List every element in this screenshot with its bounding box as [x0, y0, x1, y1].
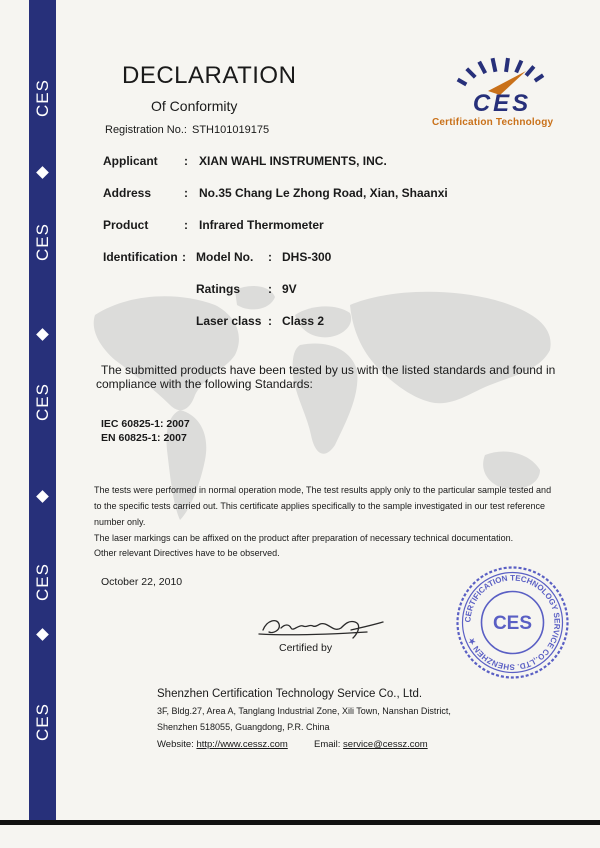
- standard-item: IEC 60825-1: 2007: [101, 418, 190, 430]
- registration-value: STH101019175: [192, 124, 270, 136]
- side-band-label: CES: [32, 383, 52, 421]
- bottom-rule: [0, 820, 600, 825]
- website-link[interactable]: http://www.cessz.com: [196, 739, 288, 750]
- side-band-label: CES: [32, 223, 52, 261]
- side-band-label: CES: [32, 703, 52, 741]
- address-colon: :: [184, 186, 188, 200]
- page-title: DECLARATION: [122, 62, 297, 89]
- standard-item: EN 60825-1: 2007: [101, 432, 187, 444]
- laser-class-label: Laser class: [196, 314, 262, 328]
- identification-label: Identification: [103, 250, 178, 264]
- side-band-label: CES: [32, 79, 52, 117]
- model-colon: :: [268, 250, 272, 264]
- product-colon: :: [184, 218, 188, 232]
- statement-line: compliance with the following Standards:: [96, 377, 313, 391]
- svg-text:CES: CES: [492, 613, 533, 634]
- company-name: Shenzhen Certification Technology Service Co., Ltd.: [157, 688, 423, 700]
- svg-text:CES: CES: [472, 90, 532, 115]
- model-label: Model No.: [196, 250, 254, 264]
- product-label: Product: [103, 218, 149, 232]
- issue-date: October 22, 2010: [101, 576, 183, 588]
- certified-by-label: Certified by: [279, 642, 333, 654]
- applicant-value: XIAN WAHL INSTRUMENTS, INC.: [199, 154, 387, 168]
- address-label: Address: [103, 186, 152, 200]
- website-label: Website:: [157, 739, 194, 750]
- product-value: Infrared Thermometer: [199, 218, 324, 232]
- notes-line: to the specific tests carried out. This certificate applies specifically to the sample investigated in our test reference: [94, 501, 546, 511]
- svg-text:CERTIFICATION TECHNOLOGY SERVI: CERTIFICATION TECHNOLOGY SERVICE CO.,LTD. SHENZHEN ★: [463, 573, 562, 672]
- laser-class-colon: :: [268, 314, 272, 328]
- company-address-line: Shenzhen 518055, Guangdong, P.R. China: [157, 722, 330, 732]
- email-link[interactable]: service@cessz.com: [343, 739, 428, 750]
- email-label: Email:: [314, 739, 341, 750]
- side-band: [29, 0, 56, 822]
- website-line: [157, 739, 288, 750]
- address-value: No.35 Chang Le Zhong Road, Xian, Shaanxi: [199, 186, 448, 200]
- diamond-icon: [36, 490, 49, 503]
- side-band-label: CES: [32, 563, 52, 601]
- registration-label: Registration No.:: [105, 124, 187, 136]
- applicant-colon: :: [184, 154, 188, 168]
- notes-line: number only.: [94, 517, 146, 527]
- notes-line: Other relevant Directives have to be observed.: [94, 548, 280, 558]
- notes-line: The laser markings can be affixed on the product after preparation of necessary technical documentation.: [94, 533, 514, 543]
- ces-stamp-icon: [455, 565, 570, 680]
- identification-colon: :: [182, 250, 186, 264]
- logo-subtitle: Certification Technology: [432, 117, 554, 128]
- ratings-value: 9V: [282, 282, 297, 296]
- diamond-icon: [36, 328, 49, 341]
- ratings-colon: :: [268, 282, 272, 296]
- diamond-icon: [36, 166, 49, 179]
- diamond-icon: [36, 628, 49, 641]
- statement-line: The submitted products have been tested by us with the listed standards and found in: [101, 363, 556, 377]
- ratings-label: Ratings: [196, 282, 241, 296]
- applicant-label: Applicant: [103, 154, 158, 168]
- company-address-line: 3F, Bldg.27, Area A, Tanglang Industrial Zone, Xili Town, Nanshan District,: [157, 706, 451, 716]
- signature-icon: [255, 612, 390, 644]
- ces-logo-icon: [430, 55, 575, 115]
- registration-number: [105, 124, 269, 136]
- model-value: DHS-300: [282, 250, 332, 264]
- laser-class-value: Class 2: [282, 314, 325, 328]
- notes-line: The tests were performed in normal operation mode, The test results apply only to the particular sample tested and: [94, 485, 552, 495]
- email-line: [314, 739, 428, 750]
- page-subtitle: Of Conformity: [151, 98, 238, 114]
